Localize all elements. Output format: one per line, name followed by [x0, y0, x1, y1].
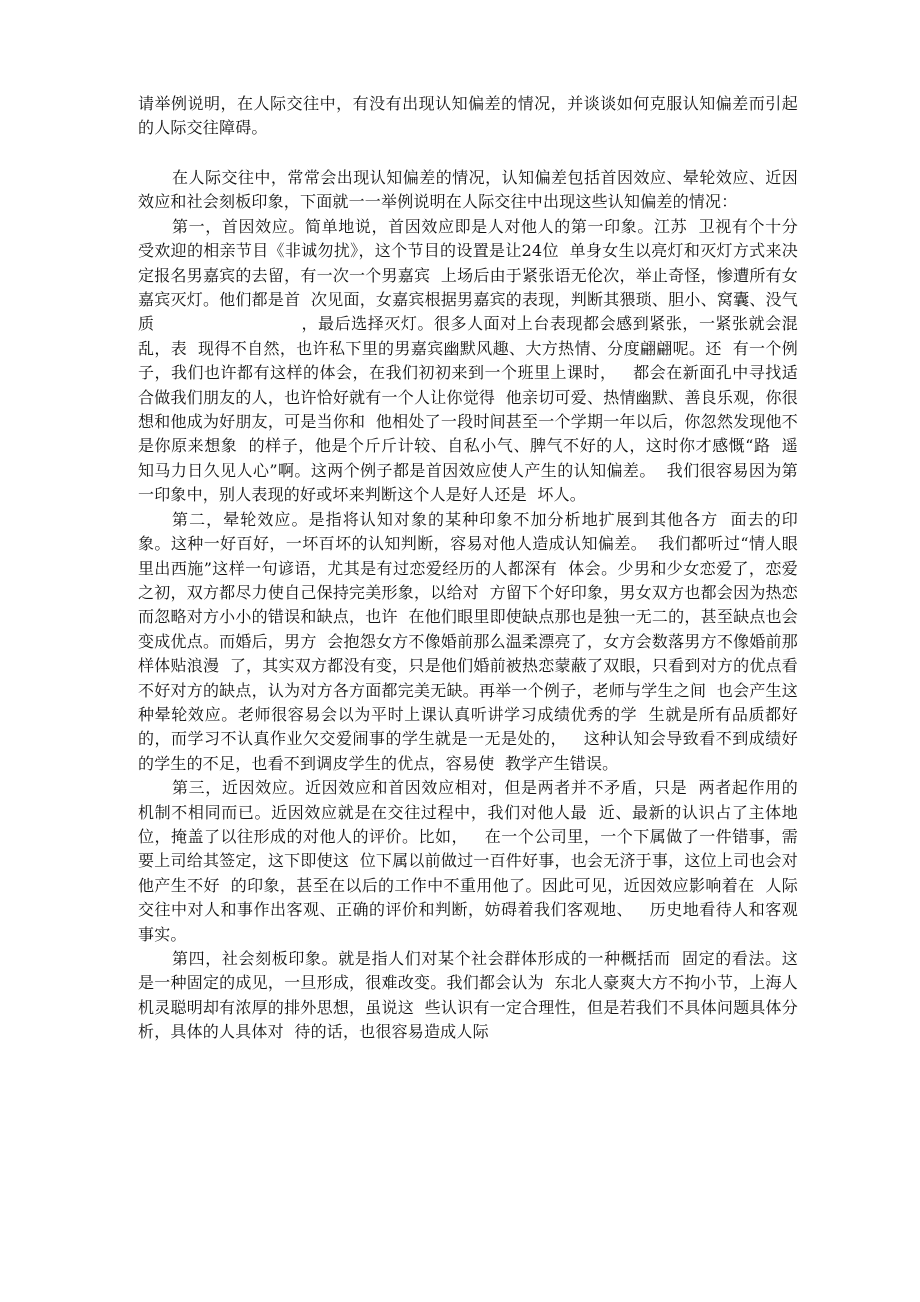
question-text: 请举例说明，在人际交往中，有没有出现认知偏差的情况，并谈谈如何克服认知偏差而引起的人际交往障碍。	[138, 94, 798, 138]
question-block	[138, 92, 798, 141]
intro-paragraph: 在人际交往中，常常会出现认知偏差的情况，认知偏差包括首因效应、晕轮效应、近因效应和社会刻板印象，下面就一一举例说明在人际交往中出现这些认知偏差的情况：	[138, 168, 798, 212]
recency-effect-paragraph: 第三，近因效应。近因效应和首因效应相对，但是两者并不矛盾，只是 两者起作用的机制不相同而已。近因效应就是在交往过程中，我们对他人最 近、最新的认识占了主体地位，掩盖了以往形成的对他人的评价。比如， 在一个公司里，一个下属做了一件错事，需要上司给其签定，这下即使这 位下属以前做过一百件好事，也会无济于事，这位上司也会对他产生不好 的印象，甚至在以后的工作中不重用他了。因此可见，近因效应影响着在 人际交往中对人和事作出客观、正确的评价和判断，妨碍着我们客观地、 历史地看待人和客观事实。	[138, 778, 798, 944]
halo-effect-paragraph: 第二，晕轮效应。是指将认知对象的某种印象不加分析地扩展到其他各方 面去的印象。这种一好百好，一坏百坏的认知判断，容易对他人造成认知偏差。 我们都听过“情人眼里出西施”这样一句谚语，尤其是有过恋爱经历的人都深有 体会。少男和少女恋爱了，恋爱之初，双方都尽力使自己保持完美形象，以给对 方留下个好印象，男女双方也都会因为热恋而忽略对方小小的错误和缺点，也许 在他们眼里即使缺点那也是独一无二的，甚至缺点也会变成优点。而婚后，男方 会抱怨女方不像婚前那么温柔漂亮了，女方会数落男方不像婚前那样体贴浪漫 了，其实双方都没有变，只是他们婚前被热恋蒙蔽了双眼，只看到对方的优点看 不好对方的缺点，认为对方各方面都完美无缺。再举一个例子，老师与学生之间 也会产生这种晕轮效应。老师很容易会以为平时上课认真听讲学习成绩优秀的学 生就是所有品质都好的，而学习不认真作业欠交爱闹事的学生就是一无是处的， 这种认知会导致看不到成绩好的学生的不足，也看不到调皮学生的优点，容易使 教学产生错误。	[138, 509, 809, 773]
answer-body	[138, 166, 809, 1045]
stereotype-paragraph: 第四，社会刻板印象。就是指人们对某个社会群体形成的一种概括而 固定的看法。这是一种固定的成见，一旦形成，很难改变。我们都会认为 东北人豪爽大方不拘小节，上海人机灵聪明却有浓厚的排外思想，虽说这 些认识有一定合理性，但是若我们不具体问题具体分析，具体的人具体对 待的话，也很容易造成人际	[138, 949, 798, 1042]
primacy-effect-paragraph: 第一，首因效应。简单地说，首因效应即是人对他人的第一印象。江苏 卫视有个十分受欢迎的相亲节目《非诚勿扰》，这个节目的设置是让24位 单身女生以亮灯和灭灯方式来决定报名男嘉宾的去留，有一次一个男嘉宾 上场后由于紧张语无伦次，举止奇怪，惨遭所有女嘉宾灭灯。他们都是首 次见面，女嘉宾根据男嘉宾的表现，判断其猥琐、胆小、窝囊、没气质 ，最后选择灭灯。很多人面对上台表现都会感到紧张，一紧张就会混乱，表 现得不自然，也许私下里的男嘉宾幽默风趣、大方热情、分度翩翩呢。还 有一个例子，我们也许都有这样的体会，在我们初初来到一个班里上课时， 都会在新面孔中寻找适合做我们朋友的人，也许恰好就有一个人让你觉得 他亲切可爱、热情幽默、善良乐观，你很想和他成为好朋友，可是当你和 他相处了一段时间甚至一个学期一年以后，你忽然发现他不是你原来想象 的样子，他是个斤斤计较、自私小气、脾气不好的人，这时你才感慨“路 遥知马力日久见人心”啊。这两个例子都是首因效应使人产生的认知偏差。 我们很容易因为第一印象中，别人表现的好或坏来判断这个人是好人还是 坏人。	[138, 216, 798, 505]
